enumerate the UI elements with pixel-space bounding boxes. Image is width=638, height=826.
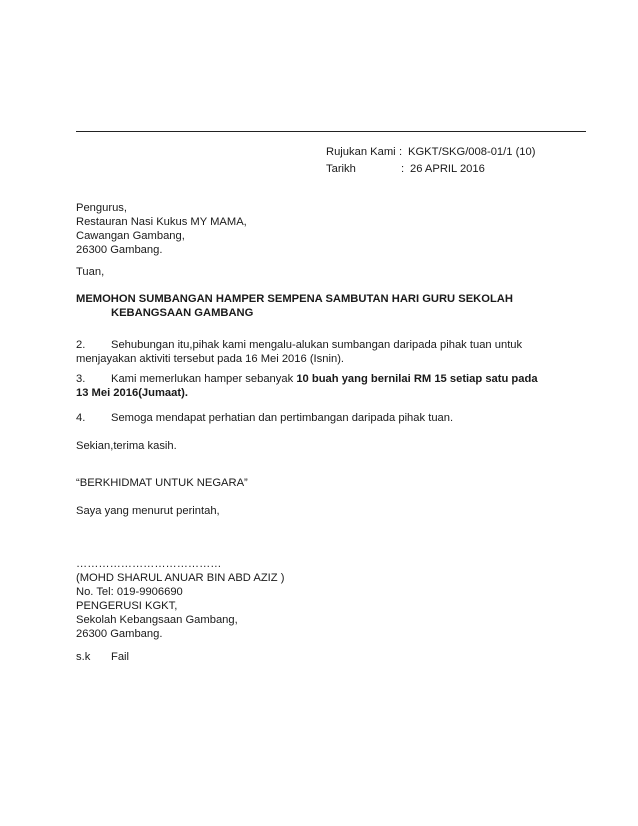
tarikh-value: 26 APRIL 2016 [410, 163, 485, 175]
recipient-address [76, 201, 247, 257]
colon: : [401, 163, 405, 175]
date-row [326, 162, 535, 179]
rujukan-label: Rujukan Kami [326, 146, 396, 158]
colon: : [399, 146, 403, 158]
signer-title: PENGERUSI KGKT, [76, 600, 178, 612]
paragraph-number: 4. [76, 412, 86, 424]
paragraph-bold-text: 10 buah yang bernilai RM 15 setiap satu pada [296, 373, 538, 385]
paragraph-text: menjayakan aktiviti tersebut pada 16 Mei 2016 (Isnin). [76, 353, 345, 365]
closing: Sekian,terima kasih. [76, 440, 177, 452]
cc-line [76, 650, 129, 664]
subject-line: MEMOHON SUMBANGAN HAMPER SEMPENA SAMBUTAN HARI GURU SEKOLAH [76, 293, 513, 305]
signature-dots: ………………………………… [76, 558, 222, 570]
signer-tel: No. Tel: 019-9906690 [76, 586, 183, 598]
tarikh-label: Tarikh [326, 163, 356, 175]
salutation: Tuan, [76, 266, 105, 278]
paragraph-text: Sehubungan itu,pihak kami mengalu-alukan sumbangan daripada pihak tuan untuk [111, 339, 523, 351]
subject-line: KEBANGSAAN GAMBANG [111, 307, 254, 319]
paragraph-text: Kami memerlukan hamper sebanyak [111, 373, 297, 385]
cc-label: s.k [76, 651, 91, 663]
paragraph-3 [76, 372, 546, 400]
subject-title [76, 292, 513, 320]
reference-row [326, 145, 535, 162]
reference-block [326, 145, 535, 179]
signer-org: Sekolah Kebangsaan Gambang, [76, 614, 238, 626]
sign-intro: Saya yang menurut perintah, [76, 505, 220, 517]
signature-block [76, 557, 284, 641]
recipient-line: Restauran Nasi Kukus MY MAMA, [76, 216, 247, 228]
cc-value: Fail [111, 651, 130, 663]
paragraph-bold-text: 13 Mei 2016(Jumaat). [76, 387, 188, 399]
paragraph-4 [76, 411, 546, 425]
paragraph-number: 3. [76, 373, 86, 385]
paragraph-text: Semoga mendapat perhatian dan pertimbangan daripada pihak tuan. [111, 412, 454, 424]
rujukan-value: KGKT/SKG/008-01/1 (10) [408, 146, 536, 158]
recipient-line: Cawangan Gambang, [76, 230, 185, 242]
paragraph-number: 2. [76, 339, 86, 351]
motto: “BERKHIDMAT UNTUK NEGARA” [76, 477, 248, 489]
paragraph-2 [76, 338, 546, 366]
recipient-line: 26300 Gambang. [76, 244, 163, 256]
recipient-line: Pengurus, [76, 202, 127, 214]
signer-city: 26300 Gambang. [76, 628, 163, 640]
header-rule [76, 131, 586, 132]
signer-name: (MOHD SHARUL ANUAR BIN ABD AZIZ ) [76, 572, 285, 584]
